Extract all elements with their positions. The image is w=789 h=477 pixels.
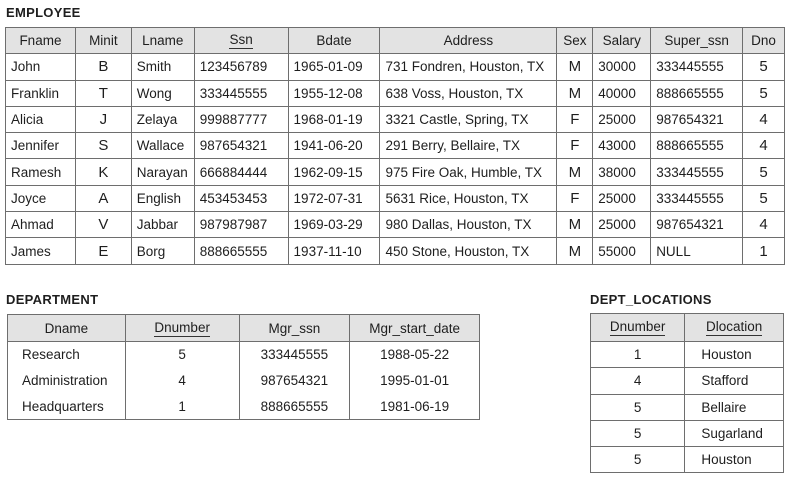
table-cell: 5 xyxy=(743,159,785,185)
table-cell: 975 Fire Oak, Humble, TX xyxy=(380,159,557,185)
table-cell: Jabbar xyxy=(131,212,194,238)
table-cell: K xyxy=(75,159,131,185)
department-title: DEPARTMENT xyxy=(6,292,99,307)
table-cell: Research xyxy=(8,342,126,368)
table-row xyxy=(591,368,784,394)
department-table xyxy=(7,314,480,420)
dept-locations-table xyxy=(590,313,784,473)
primary-key-label: Dlocation xyxy=(706,319,763,334)
table-cell: 453453453 xyxy=(194,185,288,211)
column-header-mgr-start-date: Mgr_start_date xyxy=(350,315,480,342)
table-cell: M xyxy=(557,80,593,106)
table-cell: Joyce xyxy=(6,185,76,211)
department-header-row xyxy=(8,315,480,342)
table-cell: M xyxy=(557,159,593,185)
table-cell: 888665555 xyxy=(651,133,743,159)
table-cell: 25000 xyxy=(593,185,651,211)
table-cell: 5 xyxy=(743,185,785,211)
table-cell: Ramesh xyxy=(6,159,76,185)
primary-key-label: Ssn xyxy=(229,32,253,48)
table-cell: Narayan xyxy=(131,159,194,185)
table-cell: 30000 xyxy=(593,54,651,80)
column-header-super-ssn: Super_ssn xyxy=(651,28,743,54)
table-row xyxy=(8,368,480,394)
table-cell: 123456789 xyxy=(194,54,288,80)
table-cell: 1941-06-20 xyxy=(288,133,380,159)
table-cell: 55000 xyxy=(593,238,651,264)
table-cell: V xyxy=(75,212,131,238)
table-row xyxy=(6,54,785,80)
table-cell: 5631 Rice, Houston, TX xyxy=(380,185,557,211)
table-cell: 1969-03-29 xyxy=(288,212,380,238)
table-cell: Bellaire xyxy=(685,394,784,420)
table-cell: 731 Fondren, Houston, TX xyxy=(380,54,557,80)
table-cell: Wong xyxy=(131,80,194,106)
column-header-dnumber xyxy=(125,315,239,342)
table-cell: Sugarland xyxy=(685,420,784,446)
table-cell: Franklin xyxy=(6,80,76,106)
table-cell: 450 Stone, Houston, TX xyxy=(380,238,557,264)
table-row xyxy=(6,80,785,106)
column-header-bdate: Bdate xyxy=(288,28,380,54)
table-cell: 4 xyxy=(743,133,785,159)
table-cell: Headquarters xyxy=(8,394,126,420)
column-header-salary: Salary xyxy=(593,28,651,54)
table-cell: 888665555 xyxy=(194,238,288,264)
table-row xyxy=(6,212,785,238)
table-cell: 38000 xyxy=(593,159,651,185)
table-cell: 291 Berry, Bellaire, TX xyxy=(380,133,557,159)
table-cell: 888665555 xyxy=(239,394,350,420)
table-cell: 5 xyxy=(591,447,685,473)
table-cell: 1995-01-01 xyxy=(350,368,480,394)
table-cell: 4 xyxy=(125,368,239,394)
table-cell: 666884444 xyxy=(194,159,288,185)
table-cell: 1965-01-09 xyxy=(288,54,380,80)
table-cell: F xyxy=(557,133,593,159)
table-cell: Houston xyxy=(685,342,784,368)
table-cell: F xyxy=(557,185,593,211)
employee-table xyxy=(5,27,785,265)
primary-key-label: Dnumber xyxy=(154,319,210,335)
table-cell: T xyxy=(75,80,131,106)
table-cell: 5 xyxy=(743,54,785,80)
table-row xyxy=(6,185,785,211)
table-row xyxy=(591,342,784,368)
table-cell: Smith xyxy=(131,54,194,80)
table-cell: M xyxy=(557,238,593,264)
table-cell: 1968-01-19 xyxy=(288,106,380,132)
table-cell: 987654321 xyxy=(651,106,743,132)
employee-title: EMPLOYEE xyxy=(6,5,81,20)
table-row xyxy=(591,447,784,473)
table-cell: 25000 xyxy=(593,106,651,132)
table-cell: 1937-11-10 xyxy=(288,238,380,264)
table-cell: 43000 xyxy=(593,133,651,159)
table-cell: 1962-09-15 xyxy=(288,159,380,185)
column-header-fname: Fname xyxy=(6,28,76,54)
table-cell: NULL xyxy=(651,238,743,264)
table-cell: Stafford xyxy=(685,368,784,394)
table-cell: 5 xyxy=(591,420,685,446)
table-cell: 5 xyxy=(591,394,685,420)
table-cell: B xyxy=(75,54,131,80)
table-cell: Jennifer xyxy=(6,133,76,159)
table-cell: 333445555 xyxy=(651,159,743,185)
table-row xyxy=(8,342,480,368)
dept-locations-title: DEPT_LOCATIONS xyxy=(590,292,712,307)
column-header-minit: Minit xyxy=(75,28,131,54)
column-header-lname: Lname xyxy=(131,28,194,54)
table-row xyxy=(591,394,784,420)
table-cell: Wallace xyxy=(131,133,194,159)
table-row xyxy=(8,394,480,420)
table-cell: 4 xyxy=(743,106,785,132)
table-cell: Administration xyxy=(8,368,126,394)
column-header-dname: Dname xyxy=(8,315,126,342)
table-cell: 5 xyxy=(743,80,785,106)
table-cell: Ahmad xyxy=(6,212,76,238)
dept-locations-header-row xyxy=(591,314,784,342)
table-cell: 3321 Castle, Spring, TX xyxy=(380,106,557,132)
table-cell: 980 Dallas, Houston, TX xyxy=(380,212,557,238)
table-row xyxy=(6,106,785,132)
table-row xyxy=(591,420,784,446)
table-cell: M xyxy=(557,212,593,238)
table-cell: J xyxy=(75,106,131,132)
table-cell: E xyxy=(75,238,131,264)
table-row xyxy=(6,159,785,185)
table-cell: 4 xyxy=(591,368,685,394)
table-cell: 1981-06-19 xyxy=(350,394,480,420)
table-cell: 1 xyxy=(591,342,685,368)
employee-header-row xyxy=(6,28,785,54)
table-cell: 987654321 xyxy=(194,133,288,159)
table-cell: 333445555 xyxy=(194,80,288,106)
column-header-address: Address xyxy=(380,28,557,54)
table-cell: 1988-05-22 xyxy=(350,342,480,368)
table-cell: F xyxy=(557,106,593,132)
table-cell: 1955-12-08 xyxy=(288,80,380,106)
column-header-sex: Sex xyxy=(557,28,593,54)
table-cell: 1 xyxy=(743,238,785,264)
table-cell: 333445555 xyxy=(651,54,743,80)
table-cell: 638 Voss, Houston, TX xyxy=(380,80,557,106)
table-cell: John xyxy=(6,54,76,80)
table-cell: 40000 xyxy=(593,80,651,106)
column-header-dnumber xyxy=(591,314,685,342)
table-cell: 4 xyxy=(743,212,785,238)
primary-key-label: Dnumber xyxy=(609,319,666,334)
table-cell: S xyxy=(75,133,131,159)
table-cell: 333445555 xyxy=(239,342,350,368)
table-cell: James xyxy=(6,238,76,264)
table-cell: 5 xyxy=(125,342,239,368)
column-header-dlocation xyxy=(685,314,784,342)
table-cell: 987654321 xyxy=(651,212,743,238)
column-header-dno: Dno xyxy=(743,28,785,54)
table-cell: Alicia xyxy=(6,106,76,132)
table-cell: Houston xyxy=(685,447,784,473)
table-cell: 888665555 xyxy=(651,80,743,106)
table-cell: 999887777 xyxy=(194,106,288,132)
table-cell: 987987987 xyxy=(194,212,288,238)
column-header-mgr-ssn: Mgr_ssn xyxy=(239,315,350,342)
table-cell: M xyxy=(557,54,593,80)
table-row xyxy=(6,238,785,264)
table-cell: 1 xyxy=(125,394,239,420)
table-cell: 987654321 xyxy=(239,368,350,394)
column-header-ssn xyxy=(194,28,288,54)
table-cell: 333445555 xyxy=(651,185,743,211)
table-cell: English xyxy=(131,185,194,211)
table-cell: 1972-07-31 xyxy=(288,185,380,211)
table-cell: 25000 xyxy=(593,212,651,238)
table-cell: Borg xyxy=(131,238,194,264)
table-row xyxy=(6,133,785,159)
table-cell: A xyxy=(75,185,131,211)
table-cell: Zelaya xyxy=(131,106,194,132)
